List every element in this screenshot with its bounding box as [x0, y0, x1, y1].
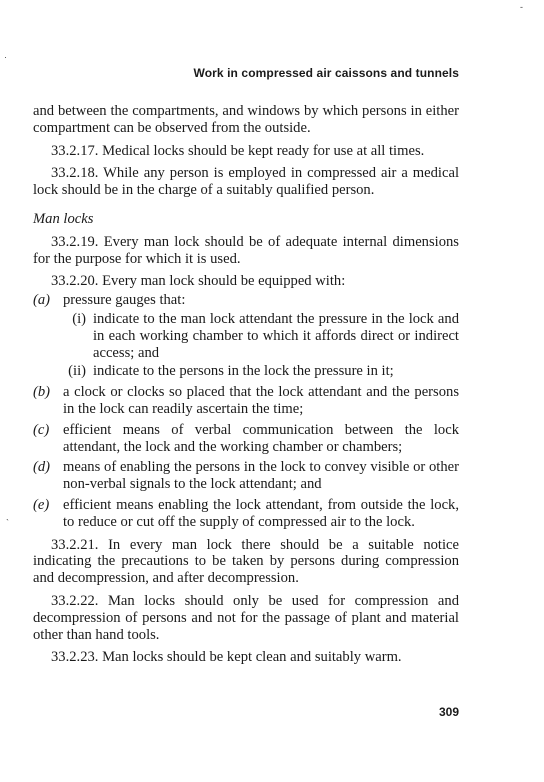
paragraph-33-2-21: 33.2.21. In every man lock there should be a suitable notice indicating the precautions to be taken by persons during compression and decompression, and after decompression.: [33, 536, 459, 587]
list-item-label: (d): [33, 459, 51, 476]
sub-item-i: [63, 311, 459, 361]
list-item-c: [33, 422, 459, 456]
list-item-a: [33, 292, 459, 309]
list-item-label: (b): [33, 384, 51, 401]
list-item-label: (c): [33, 421, 50, 438]
page-number: 309: [438, 705, 459, 719]
paragraph-33-2-17: 33.2.17. Medical locks should be kept ready for use at all times.: [51, 142, 425, 159]
list-item-text: efficient means enabling the lock attendant, from outside the lock, to reduce or cut off the supply of compressed air to the lock.: [63, 496, 459, 530]
sub-item-ii: [63, 363, 459, 380]
list-item-e: [33, 497, 459, 531]
body-text: [33, 103, 459, 666]
scan-mark: ·: [4, 52, 7, 62]
sub-item-label: (i): [72, 310, 86, 327]
paragraph-continuation: and between the compartments, and windows by which persons in either compartment can be observed from the outside.: [33, 103, 459, 136]
running-header: Work in compressed air caissons and tunnels: [193, 66, 459, 80]
list-item-text: efficient means of verbal communication between the lock attendant, the lock and the working chamber or chambers;: [63, 421, 459, 455]
list-item-b: [33, 384, 459, 418]
list-item-d: [33, 459, 459, 493]
list-item-text: a clock or clocks so placed that the lock attendant and the persons in the lock can readily ascertain the time;: [63, 384, 459, 417]
paragraph-33-2-19: 33.2.19. Every man lock should be of adequate internal dimensions for the purpose for which it is used.: [33, 233, 459, 267]
sub-item-label: (ii): [68, 363, 86, 380]
list-item-label: (e): [33, 496, 50, 513]
sub-item-text: indicate to the man lock attendant the pressure in the lock and in each working chamber to which it affords direct or indirect access; and: [93, 310, 459, 361]
scan-mark: -: [520, 2, 523, 12]
section-heading: Man locks: [33, 210, 94, 227]
paragraph-33-2-23: 33.2.23. Man locks should be kept clean and suitably warm.: [51, 649, 402, 666]
sub-item-text: indicate to the persons in the lock the pressure in it;: [93, 363, 394, 380]
list-item-text: means of enabling the persons in the lock to convey visible or other non-verbal signals to the lock attendant; and: [63, 459, 459, 493]
page-content: [33, 0, 459, 782]
scan-mark: `: [6, 518, 9, 528]
list-item-label: (a): [33, 292, 51, 309]
paragraph-33-2-18: 33.2.18. While any person is employed in compressed air a medical lock should be in the charge of a suitably qualified person.: [33, 165, 459, 199]
paragraph-33-2-22: 33.2.22. Man locks should only be used for compression and decompression of persons and not for the passage of plant and material other than hand tools.: [33, 592, 459, 643]
list-item-text: pressure gauges that:: [63, 292, 186, 309]
paragraph-33-2-20: 33.2.20. Every man lock should be equipped with:: [51, 273, 346, 290]
